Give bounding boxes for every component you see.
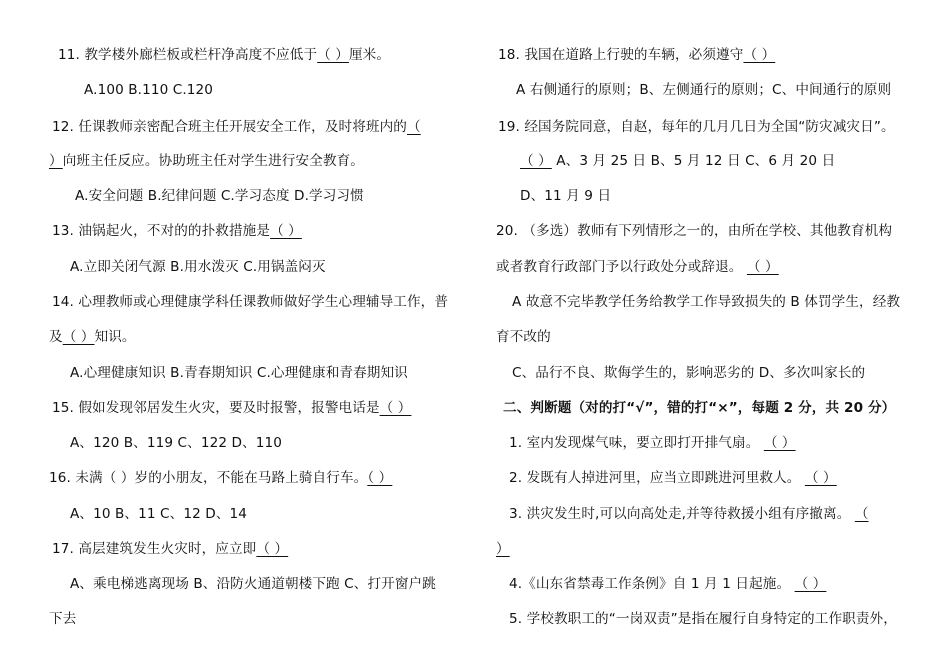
question-16-options: A、10 B、11 C、12 D、14 (70, 506, 248, 522)
answer-blank[interactable]: （ ） (62, 329, 95, 345)
question-14-options: A.心理健康知识 B.青春期知识 C.心理健康和青春期知识 (70, 365, 408, 381)
question-20: 20. （多选）教师有下列情形之一的，由所在学校、其他教育机构 (496, 223, 893, 239)
question-13-options: A.立即关闭气源 B.用水泼灭 C.用锅盖闷灭 (70, 259, 326, 275)
question-12-options: A.安全问题 B.纪律问题 C.学习态度 D.学习习惯 (75, 188, 364, 204)
answer-blank[interactable]: （ ） (256, 541, 289, 557)
question-11: 11. 教学楼外廊栏板或栏杆净高度不应低于（ ）厘米。 (58, 47, 391, 63)
answer-blank[interactable]: （ ） (804, 470, 837, 486)
tf-question-3: 3. 洪灾发生时,可以向高处走,并等待救援小组有序撤离。 （ (509, 506, 869, 522)
question-14: 14. 心理教师或心理健康学科任课教师做好学生心理辅导工作，普 (52, 294, 449, 310)
answer-blank[interactable]: （ ） (379, 400, 412, 416)
question-19-options: （ ） A、3 月 25 日 B、5 月 12 日 C、6 月 20 日 (520, 153, 836, 169)
question-12: 12. 任课教师亲密配合班主任开展安全工作，及时将班内的（ (52, 119, 421, 135)
question-13: 13. 油锅起火，不对的的扑救措施是（ ） (52, 223, 302, 239)
answer-blank[interactable]: （ (407, 119, 421, 135)
question-12-continued: ）向班主任反应。协助班主任对学生进行安全教育。 (49, 153, 364, 169)
question-20-options-continued: 育不改的 (496, 329, 551, 345)
question-19: 19. 经国务院同意，自赵，每年的几月几日为全国“防灾减灾日”。 (498, 119, 895, 135)
question-19-option-d: D、11 月 9 日 (520, 188, 612, 204)
answer-blank[interactable]: ） (496, 541, 510, 557)
question-15: 15. 假如发现邻居发生火灾，要及时报警，报警电话是（ ） (52, 400, 412, 416)
question-17-options-continued: 下去 (49, 611, 77, 627)
tf-question-1: 1. 室内发现煤气味，要立即打开排气扇。 （ ） (509, 435, 796, 451)
question-20-options-cd: C、品行不良、欺侮学生的，影响恶劣的 D、多次叫家长的 (512, 365, 866, 381)
question-11-options: A.100 B.110 C.120 (84, 82, 214, 98)
question-20-options: A 故意不完毕教学任务给教学工作导致损失的 B 体罚学生，经教 (512, 294, 901, 310)
question-17: 17. 高层建筑发生火灾时，应立即（ ） (52, 541, 289, 557)
answer-blank[interactable]: （ ） (367, 470, 393, 486)
question-20-continued: 或者教育行政部门予以行政处分或辞退。 （ ） (496, 259, 779, 275)
answer-blank[interactable]: （ ） (763, 435, 796, 451)
tf-question-3-continued (496, 539, 510, 559)
tf-question-4: 4.《山东省禁毒工作条例》自 1 月 1 日起施。 （ ） (509, 576, 827, 592)
answer-blank[interactable]: （ ） (794, 576, 827, 592)
answer-blank[interactable]: ） (49, 153, 63, 169)
question-18: 18. 我国在道路上行驶的车辆，必须遵守（ ） (498, 47, 776, 63)
question-16: 16. 未满（ ）岁的小朋友，不能在马路上骑自行车。（ ） (49, 470, 393, 486)
answer-blank[interactable]: （ (854, 506, 869, 522)
section-heading-true-false: 二、判断题（对的打“√”，错的打“×”，每题 2 分，共 20 分） (503, 400, 896, 416)
tf-question-5: 5. 学校教职工的“一岗双责”是指在履行自身特定的工作职责外， (509, 611, 897, 627)
question-18-options: A 右侧通行的原则；B、左侧通行的原则；C、中间通行的原则 (516, 82, 892, 98)
answer-blank[interactable]: （ ） (270, 223, 302, 239)
answer-blank[interactable]: （ ） (743, 47, 776, 63)
tf-question-2: 2. 发既有人掉进河里，应当立即跳进河里救人。 （ ） (509, 470, 837, 486)
question-17-options: A、乘电梯逃离现场 B、沿防火通道朝楼下跑 C、打开窗户跳 (70, 576, 436, 592)
answer-blank[interactable]: （ ） (317, 47, 349, 63)
answer-blank[interactable]: （ ） (746, 259, 779, 275)
question-14-continued: 及（ ）知识。 (49, 329, 136, 345)
question-15-options: A、120 B、119 C、122 D、110 (70, 435, 283, 451)
answer-blank[interactable]: （ ） (520, 153, 552, 169)
